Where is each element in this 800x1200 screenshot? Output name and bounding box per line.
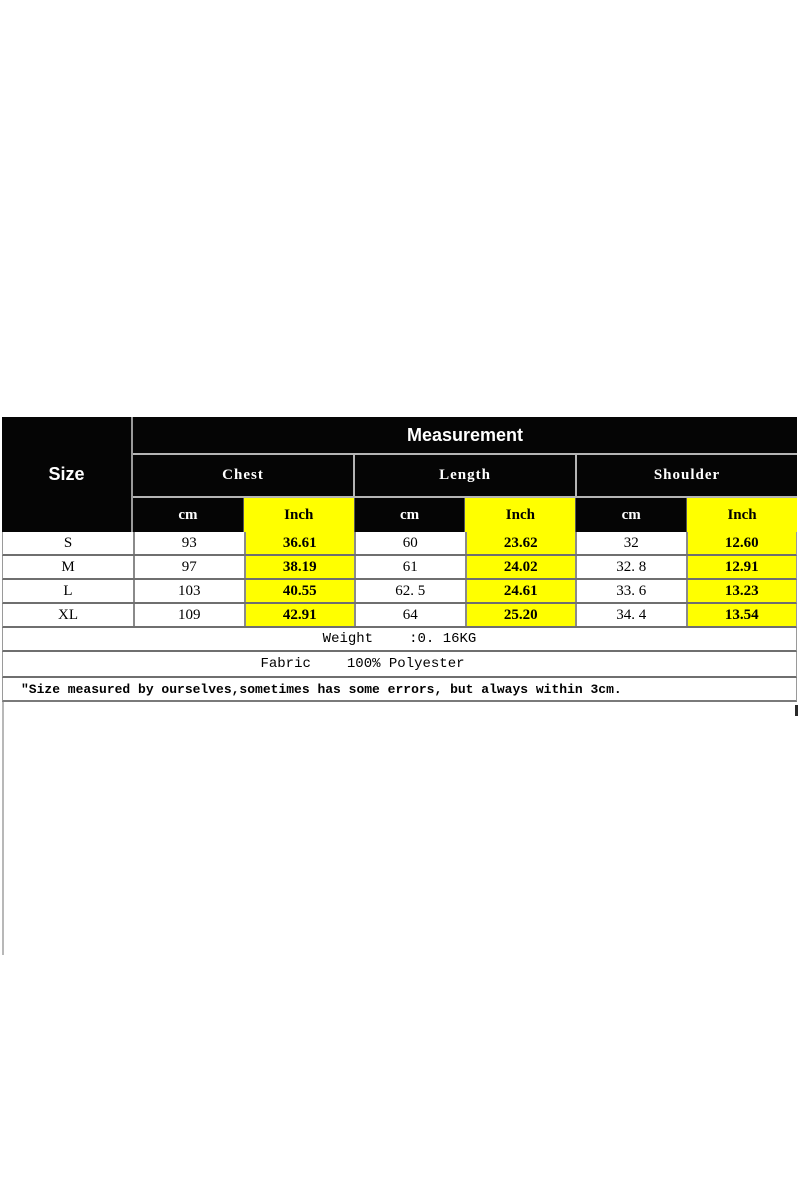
length-cm-value: 64 (354, 604, 465, 626)
right-border-remnant (795, 705, 798, 716)
unit-header-shoulder-inch: Inch (686, 498, 797, 532)
weight-text (323, 631, 477, 647)
unit-header-chest-inch: Inch (243, 498, 354, 532)
weight-value: :0. 16KG (409, 631, 477, 647)
shoulder-inch-value: 12.91 (686, 556, 797, 578)
length-inch-value: 24.61 (465, 580, 576, 602)
chest-cm-value: 109 (133, 604, 244, 626)
shoulder-cm-value: 32 (575, 532, 686, 554)
group-header-shoulder: Shoulder (575, 455, 797, 496)
size-value: L (63, 582, 73, 599)
size-value: S (63, 534, 73, 551)
chest-inch-value: 36.61 (244, 532, 355, 554)
unit-header-row (133, 498, 797, 532)
size-note: ″Size measured by ourselves,sometimes has some errors, but always within 3cm. (2, 678, 797, 702)
chest-cm-value: 103 (133, 580, 244, 602)
shoulder-cm-value: 32. 8 (575, 556, 686, 578)
shoulder-inch-value: 13.54 (686, 604, 797, 626)
length-cm-value: 60 (354, 532, 465, 554)
shoulder-cm-value: 33. 6 (575, 580, 686, 602)
unit-header-shoulder-cm: cm (575, 498, 686, 532)
unit-header-length-inch: Inch (464, 498, 575, 532)
size-value: XL (58, 606, 78, 623)
chest-cm-value: 97 (133, 556, 244, 578)
size-chart-table (2, 417, 797, 955)
length-cm-value: 62. 5 (354, 580, 465, 602)
group-header-chest: Chest (222, 467, 264, 483)
fabric-label: Fabric (260, 656, 311, 672)
table-row-l (2, 580, 797, 604)
measurement-title: Measurement (133, 417, 797, 455)
fabric-row (2, 652, 797, 678)
unit-header-chest-cm: cm (178, 506, 198, 523)
chest-inch-value: 40.55 (244, 580, 355, 602)
length-inch-value: 24.02 (465, 556, 576, 578)
weight-label: Weight (322, 631, 374, 647)
size-header-cell: Size (2, 417, 133, 532)
table-row-s (2, 532, 797, 556)
fabric-text (260, 656, 464, 672)
size-value: M (61, 558, 75, 575)
fabric-value: 100% Polyester (346, 656, 465, 672)
chest-inch-value: 38.19 (244, 556, 355, 578)
length-inch-value: 23.62 (465, 532, 576, 554)
unit-header-length-cm: cm (354, 498, 465, 532)
chest-inch-value: 42.91 (244, 604, 355, 626)
shoulder-cm-value: 34. 4 (575, 604, 686, 626)
chest-cm-value: 93 (133, 532, 244, 554)
group-header-row (133, 455, 797, 498)
left-border-remnant (2, 702, 4, 955)
length-inch-value: 25.20 (465, 604, 576, 626)
length-cm-value: 61 (354, 556, 465, 578)
shoulder-inch-value: 13.23 (686, 580, 797, 602)
table-row-m (2, 556, 797, 580)
table-row-xl (2, 604, 797, 628)
measurement-header-area (133, 417, 797, 532)
weight-row (2, 628, 797, 652)
table-header (2, 417, 797, 532)
group-header-length: Length (353, 455, 575, 496)
shoulder-inch-value: 12.60 (686, 532, 797, 554)
